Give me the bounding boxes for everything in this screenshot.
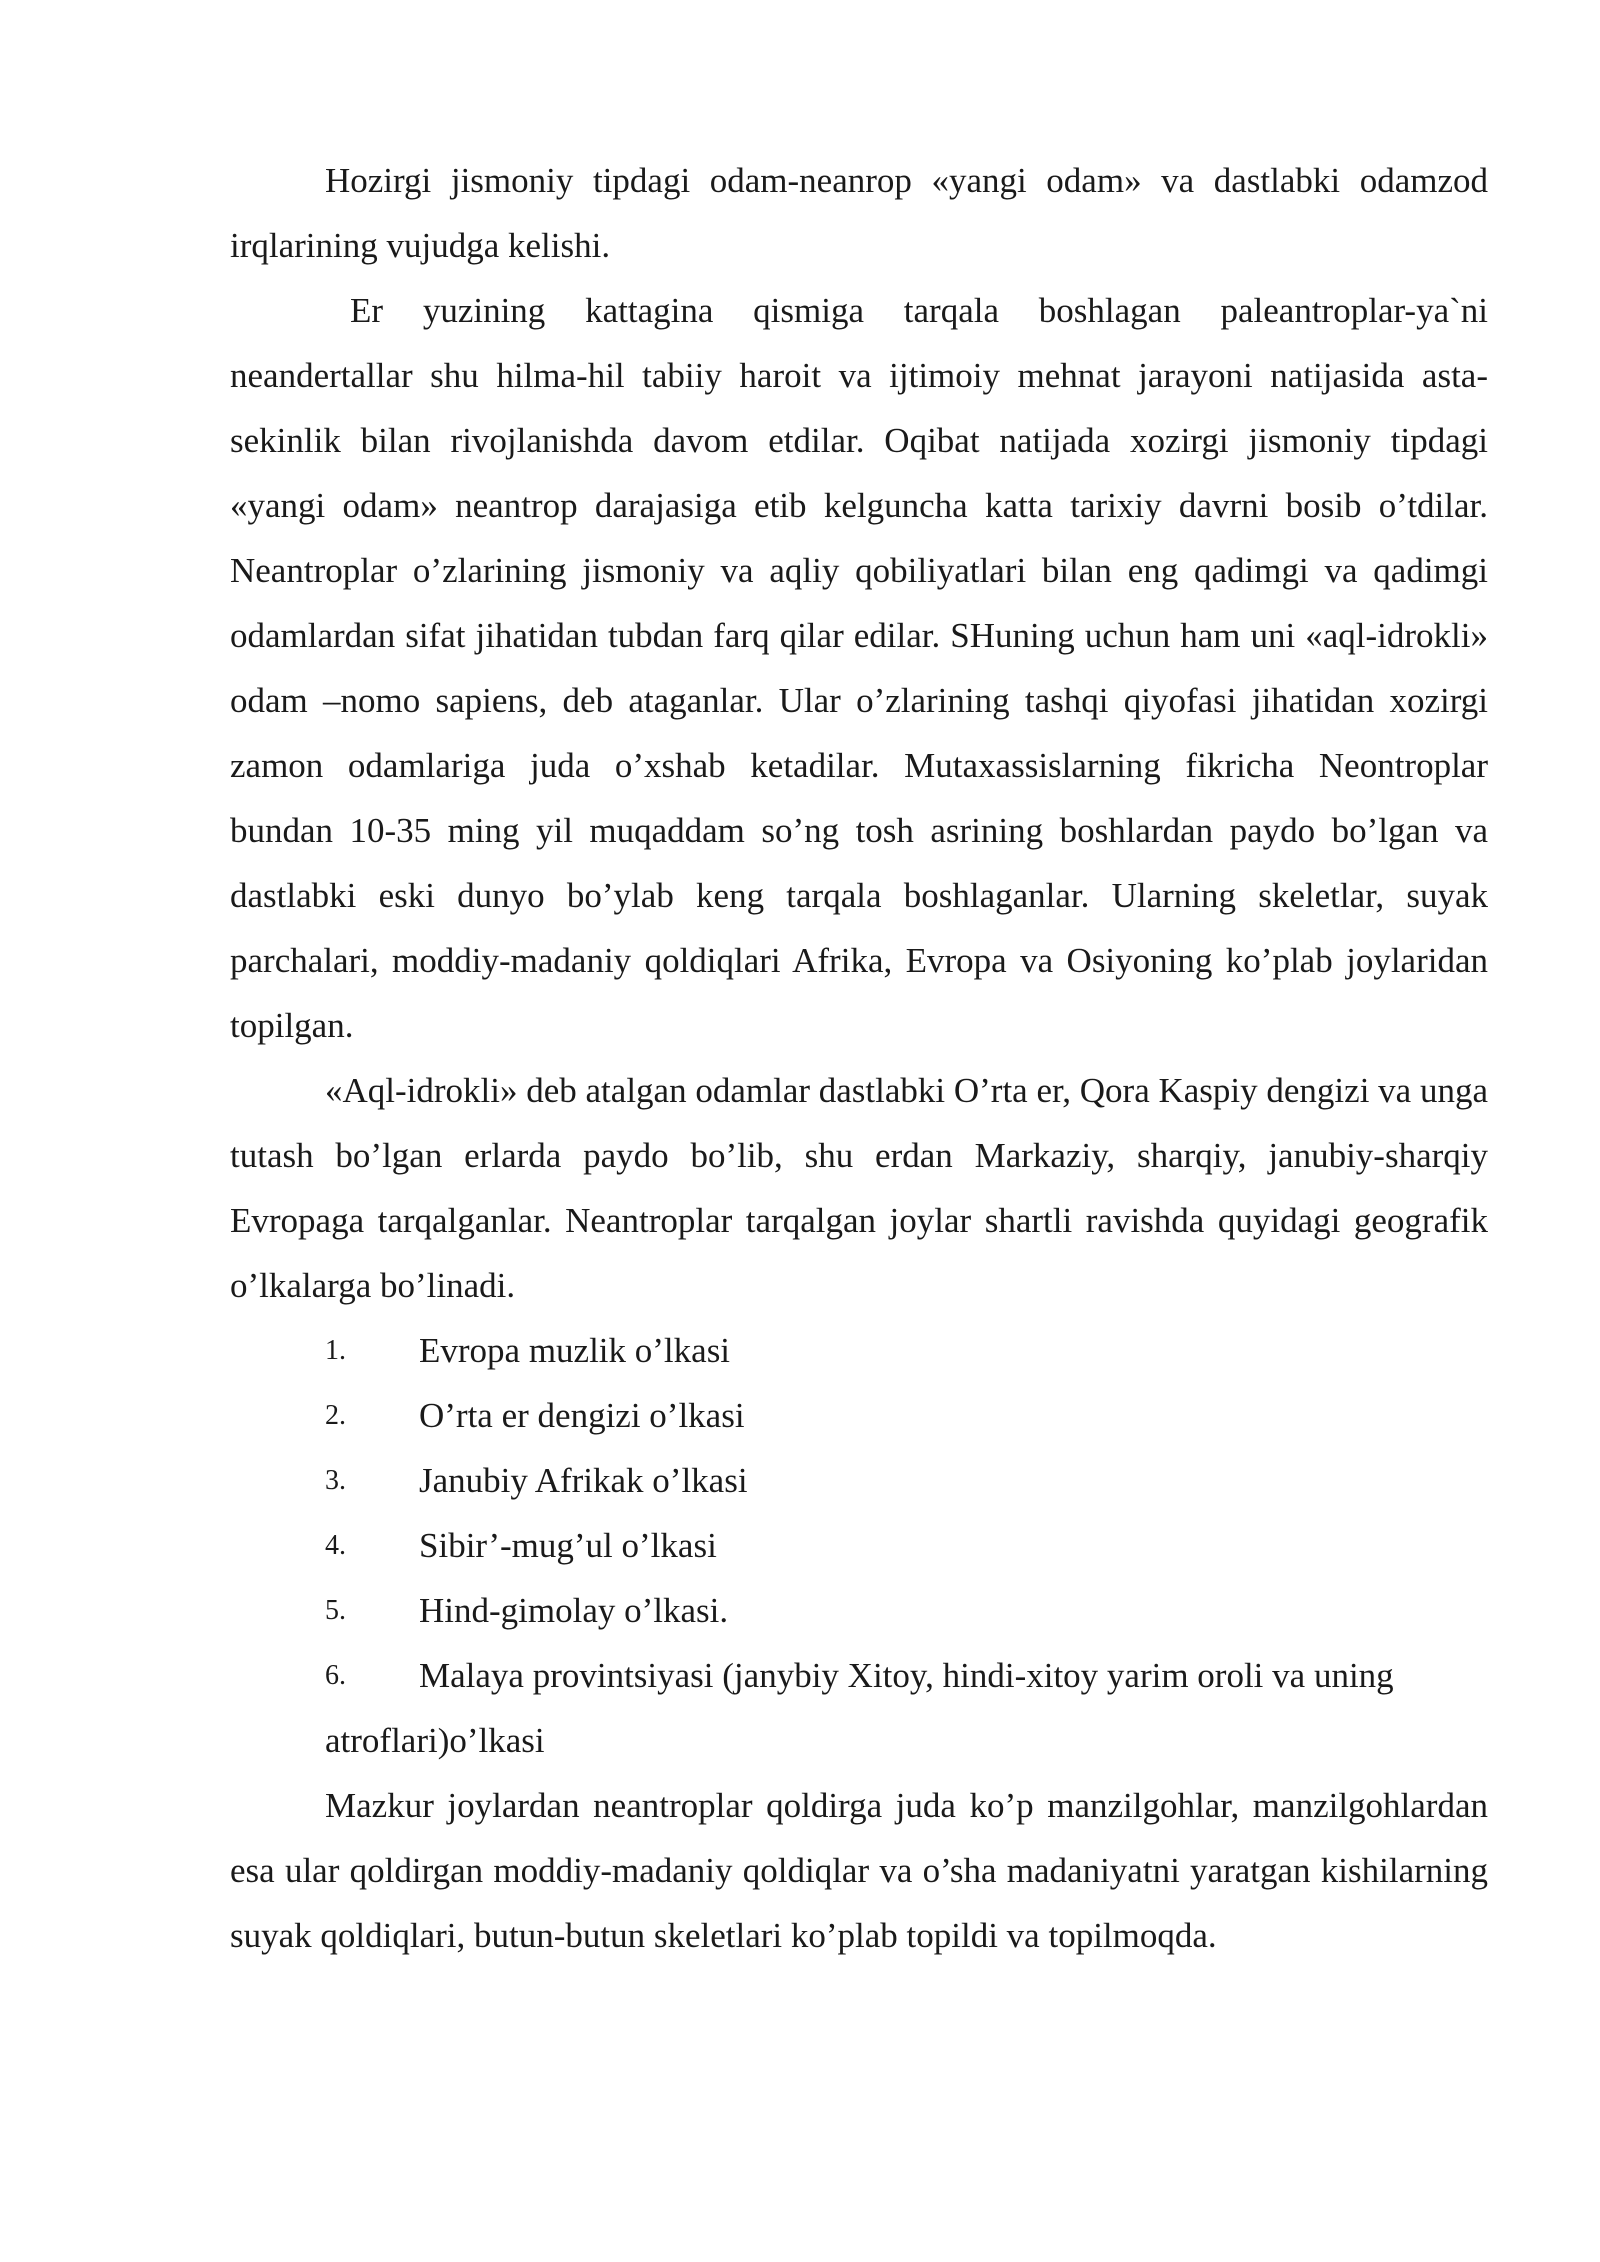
list-number: 1. [325, 1335, 346, 1366]
list-text: Malaya provintsiyasi (janybiy Xitoy, hindi-xitoy yarim oroli va uning [419, 1656, 1394, 1695]
list-item [230, 1383, 1488, 1448]
document-page [230, 148, 1488, 1968]
list-item [230, 1318, 1488, 1383]
list-text: Sibir’-mug’ul o’lkasi [419, 1526, 717, 1565]
list-text: Evropa muzlik o’lkasi [419, 1331, 731, 1370]
list-item [230, 1643, 1488, 1708]
list-item [230, 1513, 1488, 1578]
list-number: 4. [325, 1530, 346, 1561]
list-item-continuation: atroflari)o’lkasi [325, 1721, 545, 1760]
heading-paragraph: Hozirgi jismoniy tipdagi odam-neanrop «yangi odam» va dastlabki odamzod irqlarining vujudga kelishi. [230, 161, 1488, 265]
list-text: Janubiy Afrikak o’lkasi [419, 1461, 748, 1500]
list-number: 3. [325, 1465, 346, 1496]
list-number: 6. [325, 1660, 346, 1691]
body-paragraph-2: «Aql-idrokli» deb atalgan odamlar dastlabki O’rta er, Qora Kaspiy dengizi va unga tutash bo’lgan erlarda paydo bo’lib, shu erdan Markaziy, sharqiy, janubiy-sharqiy Evropaga tarqalganlar. Neantroplar tarqalgan joylar shartli ravishda quyidagi geografik o’lkalarga bo’linadi. [230, 1071, 1488, 1305]
list-number: 2. [325, 1400, 346, 1431]
body-paragraph-1: Er yuzining kattagina qismiga tarqala boshlagan paleantroplar-ya`ni neandertallar shu hilma-hil tabiiy haroit va ijtimoiy mehnat jarayoni natijasida asta-sekinlik bilan rivojlanishda davom etdilar. Oqibat natijada xozirgi jismoniy tipdagi «yangi odam» neantrop darajasiga etib kelguncha katta tarixiy davrni bosib o’tdilar. Neantroplar o’zlarining jismoniy va aqliy qobiliyatlari bilan eng qadimgi va qadimgi odamlardan sifat jihatidan tubdan farq qilar edilar. SHuning uchun ham uni «aql-idrokli» odam –nomo sapiens, deb ataganlar. Ular o’zlarining tashqi qiyofasi jihatidan xozirgi zamon odamlariga juda o’xshab ketadilar. Mutaxassislarning fikricha Neontroplar bundan 10-35 ming yil muqaddam so’ng tosh asrining boshlardan paydo bo’lgan va dastlabki eski dunyo bo’ylab keng tarqala boshlaganlar. Ularning skeletlar, suyak parchalari, moddiy-madaniy qoldiqlari Afrika, Evropa va Osiyoning ko’plab joylaridan topilgan. [230, 291, 1488, 1045]
list-number: 5. [325, 1595, 346, 1626]
list-item [230, 1578, 1488, 1643]
list-item [230, 1448, 1488, 1513]
list-text: Hind-gimolay o’lkasi. [419, 1591, 729, 1630]
list-text: O’rta er dengizi o’lkasi [419, 1396, 745, 1435]
body-paragraph-3: Mazkur joylardan neantroplar qoldirga juda ko’p manzilgohlar, manzilgohlardan esa ular qoldirgan moddiy-madaniy qoldiqlar va o’sha madaniyatni yaratgan kishilarning suyak qoldiqlari, butun-butun skeletlari ko’plab topildi va topilmoqda. [230, 1786, 1488, 1955]
region-list [230, 1318, 1488, 1773]
